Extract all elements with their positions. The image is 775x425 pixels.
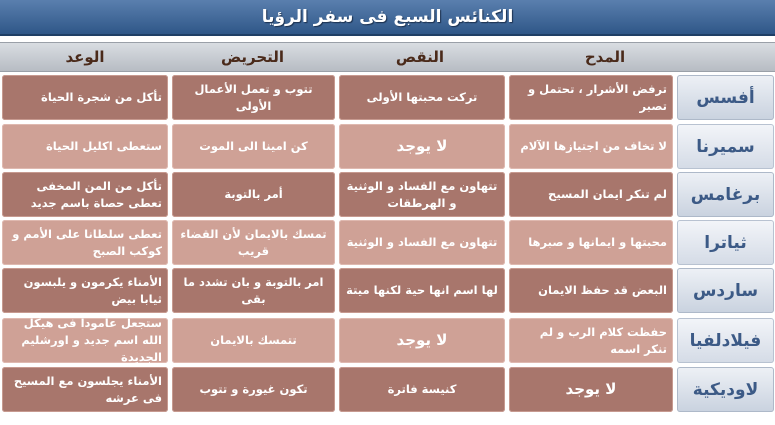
church-name: ساردس [677, 268, 774, 313]
cell-praise: البعض قد حفظ الايمان [509, 268, 673, 313]
cell-deficiency: كنيسة فاترة [339, 367, 505, 412]
cell-promise: تأكل من شجرة الحياة [2, 75, 168, 120]
church-name: برغامس [677, 172, 774, 217]
cell-promise: الأمناء يجلسون مع المسيح فى عرشه [2, 367, 168, 412]
church-name: فيلادلفيا [677, 318, 774, 363]
cell-exhortation: تكون غيورة و تتوب [172, 367, 335, 412]
church-name: أفسس [677, 75, 774, 120]
cell-praise: حفظت كلام الرب و لم تنكر اسمه [509, 318, 673, 363]
cell-exhortation: تتمسك بالايمان [172, 318, 335, 363]
cell-deficiency: تتهاون مع الفساد و الوثنية و الهرطقات [339, 172, 505, 217]
cell-deficiency: لا يوجد [339, 318, 505, 363]
cell-praise: محبتها و ايمانها و صبرها [509, 220, 673, 265]
cell-praise: لا تخاف من اجتيازها الآلام [509, 124, 673, 169]
church-name: سميرنا [677, 124, 774, 169]
title-banner [0, 0, 775, 36]
cell-exhortation: كن امينا الى الموت [172, 124, 335, 169]
header-exhortation: التحريض [220, 48, 285, 66]
cell-promise: تعطى سلطانا على الأمم و كوكب الصبح [2, 220, 168, 265]
header-deficiency: النقص [395, 48, 445, 66]
cell-promise: ستجعل عامودا فى هيكل الله اسم جديد و اورشليم الجديدة [2, 318, 168, 363]
cell-praise: ترفض الأشرار ، تحتمل و تصبر [509, 75, 673, 120]
cell-exhortation: أمر بالتوبة [172, 172, 335, 217]
church-name: لاوديكية [677, 367, 774, 412]
cell-promise: الأمناء يكرمون و يلبسون ثيابا بيض [2, 268, 168, 313]
cell-deficiency: لها اسم انها حية لكنها ميتة [339, 268, 505, 313]
header-praise: المدح [584, 48, 626, 66]
church-name: ثياترا [677, 220, 774, 265]
cell-deficiency: لا يوجد [339, 124, 505, 169]
cell-deficiency: تركت محبتها الأولى [339, 75, 505, 120]
cell-exhortation: امر بالتوبة و بان تشدد ما بقى [172, 268, 335, 313]
cell-exhortation: تمسك بالايمان لأن القضاء قريب [172, 220, 335, 265]
cell-promise: ستعطى اكليل الحياة [2, 124, 168, 169]
page-title: الكنائس السبع فى سفر الرؤيا [261, 7, 514, 27]
header-row [0, 42, 775, 72]
header-promise: الوعد [65, 48, 105, 66]
cell-promise: تأكل من المن المخفى تعطى حصاة باسم جديد [2, 172, 168, 217]
cell-exhortation: تتوب و تعمل الأعمال الأولى [172, 75, 335, 120]
cell-praise: لا يوجد [509, 367, 673, 412]
cell-deficiency: تتهاون مع الفساد و الوثنية [339, 220, 505, 265]
cell-praise: لم تنكر ايمان المسيح [509, 172, 673, 217]
